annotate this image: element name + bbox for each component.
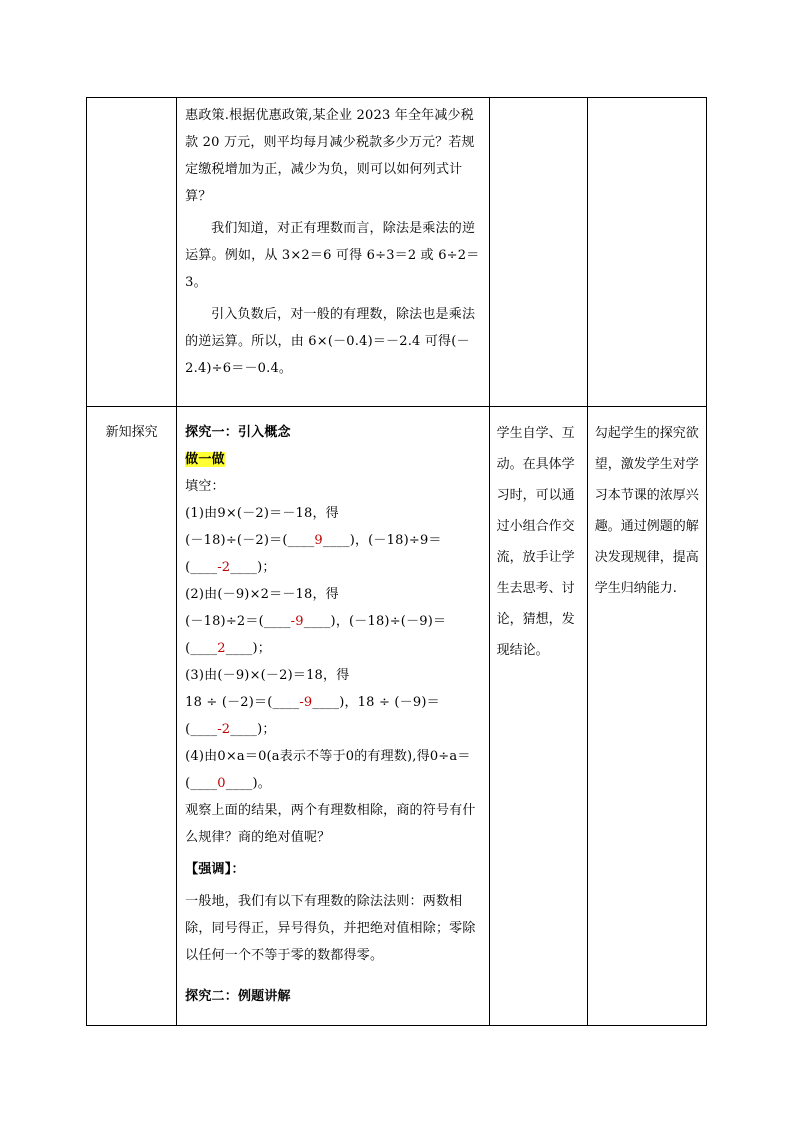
answer-value: 2	[217, 641, 226, 656]
answer-value: 0	[217, 776, 226, 791]
negative-division-paragraph: 引入负数后，对一般的有理数，除法也是乘法的逆运算。所以，由 6×(－0.4)＝－2.4 可得(－2.4)÷6＝－0.4。	[185, 307, 476, 376]
question-1-line-a: (－18)÷(－2)＝(____9____)，(－18)÷9＝	[185, 533, 442, 548]
stage-cell-empty	[87, 98, 177, 407]
question-1-line-b: (____-2____)；	[185, 560, 276, 575]
student-activity-cell-empty	[489, 98, 587, 407]
content-cell	[177, 98, 490, 407]
question-4-line-a: (____0____)。	[185, 776, 271, 791]
answer-value: -2	[217, 722, 231, 737]
inquiry-1-title: 探究一：引入概念	[185, 425, 291, 440]
question-1-given: (1)由9×(－2)＝－18，得	[185, 506, 339, 521]
division-inverse-paragraph: 我们知道，对正有理数而言，除法是乘法的逆运算。例如，从 3×2＝6 可得 6÷3＝2 或 6÷2＝3。	[185, 221, 480, 290]
answer-value: -9	[299, 695, 313, 710]
content-cell	[177, 407, 490, 1026]
answer-value: -2	[217, 560, 231, 575]
question-2-line-a: (－18)÷2＝(____-9____)，(－18)÷(－9)＝	[185, 614, 447, 629]
fill-in-label: 填空：	[185, 479, 225, 494]
inquiry-2-title: 探究二：例题讲解	[185, 989, 291, 1004]
design-intent-cell-empty	[587, 98, 706, 407]
student-activity-cell	[489, 407, 587, 1026]
table-row	[87, 407, 707, 1026]
question-2-line-b: (____2____)；	[185, 641, 271, 656]
question-4-given: (4)由0×a＝0(a表示不等于0的有理数),得0÷a＝	[185, 749, 471, 764]
question-3-line-b: (____-2____)；	[185, 722, 276, 737]
question-3-line-a: 18 ÷ (－2)＝(____-9____)，18 ÷ (－9)＝	[185, 695, 440, 710]
emphasis-label: 【强调】：	[185, 862, 245, 877]
design-intent-text: 勾起学生的探究欲望，激发学生对学习本节课的浓厚兴趣。通过例题的解决发现规律，提高学生归纳能力.	[594, 426, 699, 596]
division-rule: 一般地，我们有以下有理数的除法法则：两数相除，同号得正，异号得负，并把绝对值相除；零除以任何一个不等于零的数都得零。	[185, 894, 476, 963]
observe-question: 观察上面的结果，两个有理数相除，商的符号有什么规律？商的绝对值呢？	[185, 803, 476, 845]
question-3-given: (3)由(－9)×(－2)＝18，得	[185, 668, 350, 683]
try-it-label: 做一做	[185, 452, 225, 467]
answer-value: -9	[290, 614, 304, 629]
stage-cell	[87, 407, 177, 1026]
stage-label: 新知探究	[105, 425, 158, 440]
student-activity-text: 学生自学、互动。在具体学习时，可以通过小组合作交流，放手让学生去思考、讨论，猜想，发现结论。	[496, 426, 575, 658]
question-2-given: (2)由(－9)×2＝－18，得	[185, 587, 339, 602]
intro-paragraph: 惠政策.根据优惠政策,某企业 2023 年全年减少税款 20 万元，则平均每月减少税款多少万元？若规定缴税增加为正，减少为负，则可以如何列式计算？	[185, 108, 475, 204]
design-intent-cell	[587, 407, 706, 1026]
lesson-plan-table	[86, 97, 707, 1026]
answer-value: 9	[314, 533, 323, 548]
table-row	[87, 98, 707, 407]
